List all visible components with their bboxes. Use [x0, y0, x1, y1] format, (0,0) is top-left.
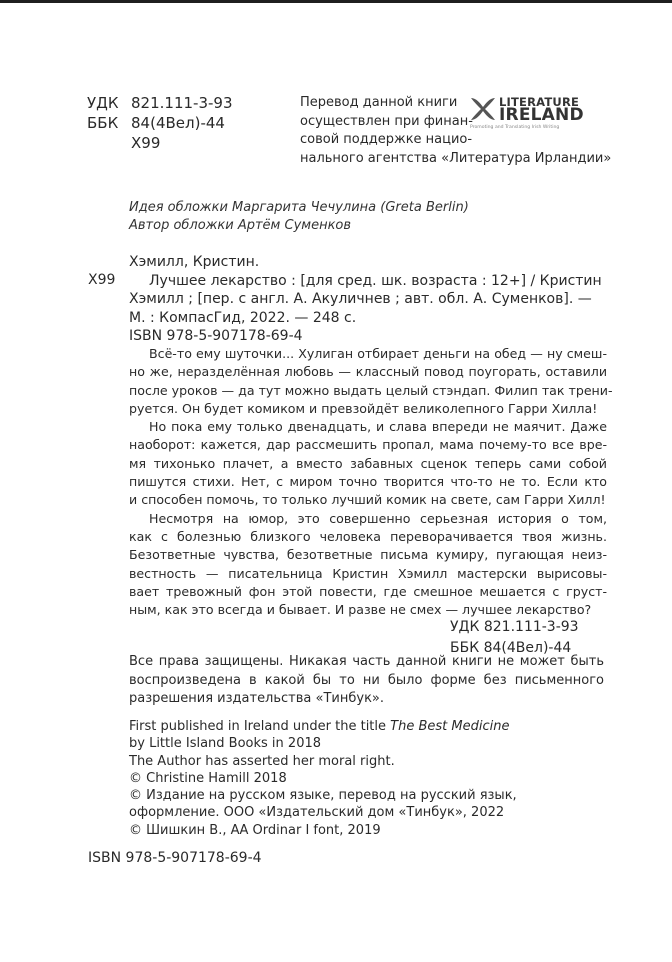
annotation-line: вестность — писательница Кристин Хэмилл мастерски вырисовы-: [129, 565, 607, 581]
rights-line: разрешения издательства «Тинбук».: [129, 691, 385, 706]
funding-line: осуществлен при финан-: [300, 113, 473, 129]
cover-author-credit: Автор обложки Артём Суменков: [129, 218, 352, 233]
isbn: ISBN 978-5-907178-69-4: [88, 850, 262, 866]
copyright-line: © Christine Hamill 2018: [129, 770, 287, 786]
udk-value: 821.111-3-93: [131, 94, 233, 112]
copyright-line: © Издание на русском языке, перевод на русский язык,: [129, 788, 517, 804]
annotation-line: как с болезнью близкого человека переворачивается твоя жизнь.: [129, 528, 607, 544]
catalog-isbn: ISBN 978-5-907178-69-4: [129, 328, 303, 344]
logo-word-literature: LITERATURE: [499, 95, 580, 109]
catalog-record: [129, 253, 609, 346]
logo-tagline: Promoting and Translating Irish Writing: [470, 125, 560, 130]
funding-line: совой поддержке нацио-: [300, 132, 473, 147]
rights-notice: [129, 653, 604, 709]
copyright-line: by Little Island Books in 2018: [129, 736, 322, 752]
annotation-line: руется. Он будет комиком и превзойдёт великолепного Гарри Хилла!: [129, 400, 598, 416]
rights-line: Все права защищены. Никакая часть данной книги не может быть: [129, 654, 604, 669]
original-title: The Best Medicine: [390, 719, 510, 734]
bbk-label: ББК: [87, 114, 119, 132]
funding-line: нального агентства «Литература Ирландии»: [300, 150, 612, 166]
bbk-repeat: ББК 84(4Вел)-44: [450, 640, 572, 656]
copyright-line: оформление. ООО «Издательский дом «Тинбук», 2022: [129, 805, 505, 821]
bbk-value: 84(4Вел)-44: [131, 114, 225, 132]
annotation-line: Но пока ему только двенадцать, и слава впереди не маячит. Даже: [149, 419, 607, 435]
annotation-line: Несмотря на юмор, это совершенно серьезная история о том,: [149, 510, 607, 526]
rights-line: воспроизведена в какой бы то ни было форме без письменного: [129, 672, 604, 688]
annotation-line: пишутся стихи. Нет, с миром точно творится что-то не то. Если кто: [129, 474, 607, 490]
annotation-line: ным, как это всегда и бывает. И разве не смех — лучшее лекарство?: [129, 602, 592, 618]
author-heading: Хэмилл, Кристин.: [129, 254, 260, 270]
copyright-line: © Шишкин В., АА Ordinar I font, 2019: [129, 822, 381, 838]
annotation-line: но же, неразделённая любовь — классный повод поугорать, оставили: [129, 364, 607, 380]
annotation-line: мя тихонько плачет, а вместо забавных сценок теперь сами собой: [129, 455, 607, 471]
literature-ireland-logo: [470, 94, 590, 134]
copyright-block: [129, 718, 517, 839]
x-cross-icon: [470, 96, 496, 122]
cover-idea-credit: Идея обложки Маргарита Чечулина (Greta Berlin): [129, 200, 469, 215]
annotation: [129, 345, 613, 619]
copyright-line: The Author has asserted her moral right.: [129, 753, 395, 769]
annotation-line: наоборот: кажется, дар рассмешить пропал, мама почему-то все вре-: [129, 437, 607, 453]
catalog-mark: Х99: [88, 272, 116, 288]
udk-label: УДК: [87, 94, 119, 112]
annotation-line: после уроков — да тут можно выдать целый стэндап. Филип так трени-: [129, 382, 613, 398]
annotation-line: Всё-то ему шуточки... Хулиган отбирает деньги на обед — ну смеш-: [149, 346, 607, 361]
cover-credits: [129, 199, 469, 235]
annotation-line: и способен помочь, то только лучший комик на свете, сам Гарри Хилл!: [129, 492, 606, 508]
udk-row: [87, 93, 232, 113]
logo-word-ireland: IRELAND: [499, 105, 584, 125]
funding-line: Перевод данной книги: [300, 95, 458, 110]
annotation-line: Безответные чувства, безответные письма кумиру, пугающая неиз-: [129, 547, 607, 563]
udk-repeat: УДК 821.111-3-93: [450, 619, 579, 635]
bbk-row: [87, 113, 232, 133]
catalog-line: Хэмилл ; [пер. с англ. А. Акуличнев ; авт. обл. А. Суменков]. —: [129, 291, 592, 307]
catalog-line: М. : КомпасГид, 2022. — 248 с.: [129, 309, 357, 326]
classification-codes: [87, 93, 232, 153]
annotation-line: вает тревожный фон этой повести, где смешное мешается с груст-: [129, 583, 607, 599]
author-mark: Х99: [131, 134, 161, 152]
catalog-line: Лучшее лекарство : [для сред. шк. возраста : 12+] / Кристин: [149, 272, 602, 289]
author-mark-row: [87, 133, 232, 153]
first-published-line: [129, 718, 517, 735]
first-published-prefix: First published in Ireland under the title: [129, 719, 391, 734]
